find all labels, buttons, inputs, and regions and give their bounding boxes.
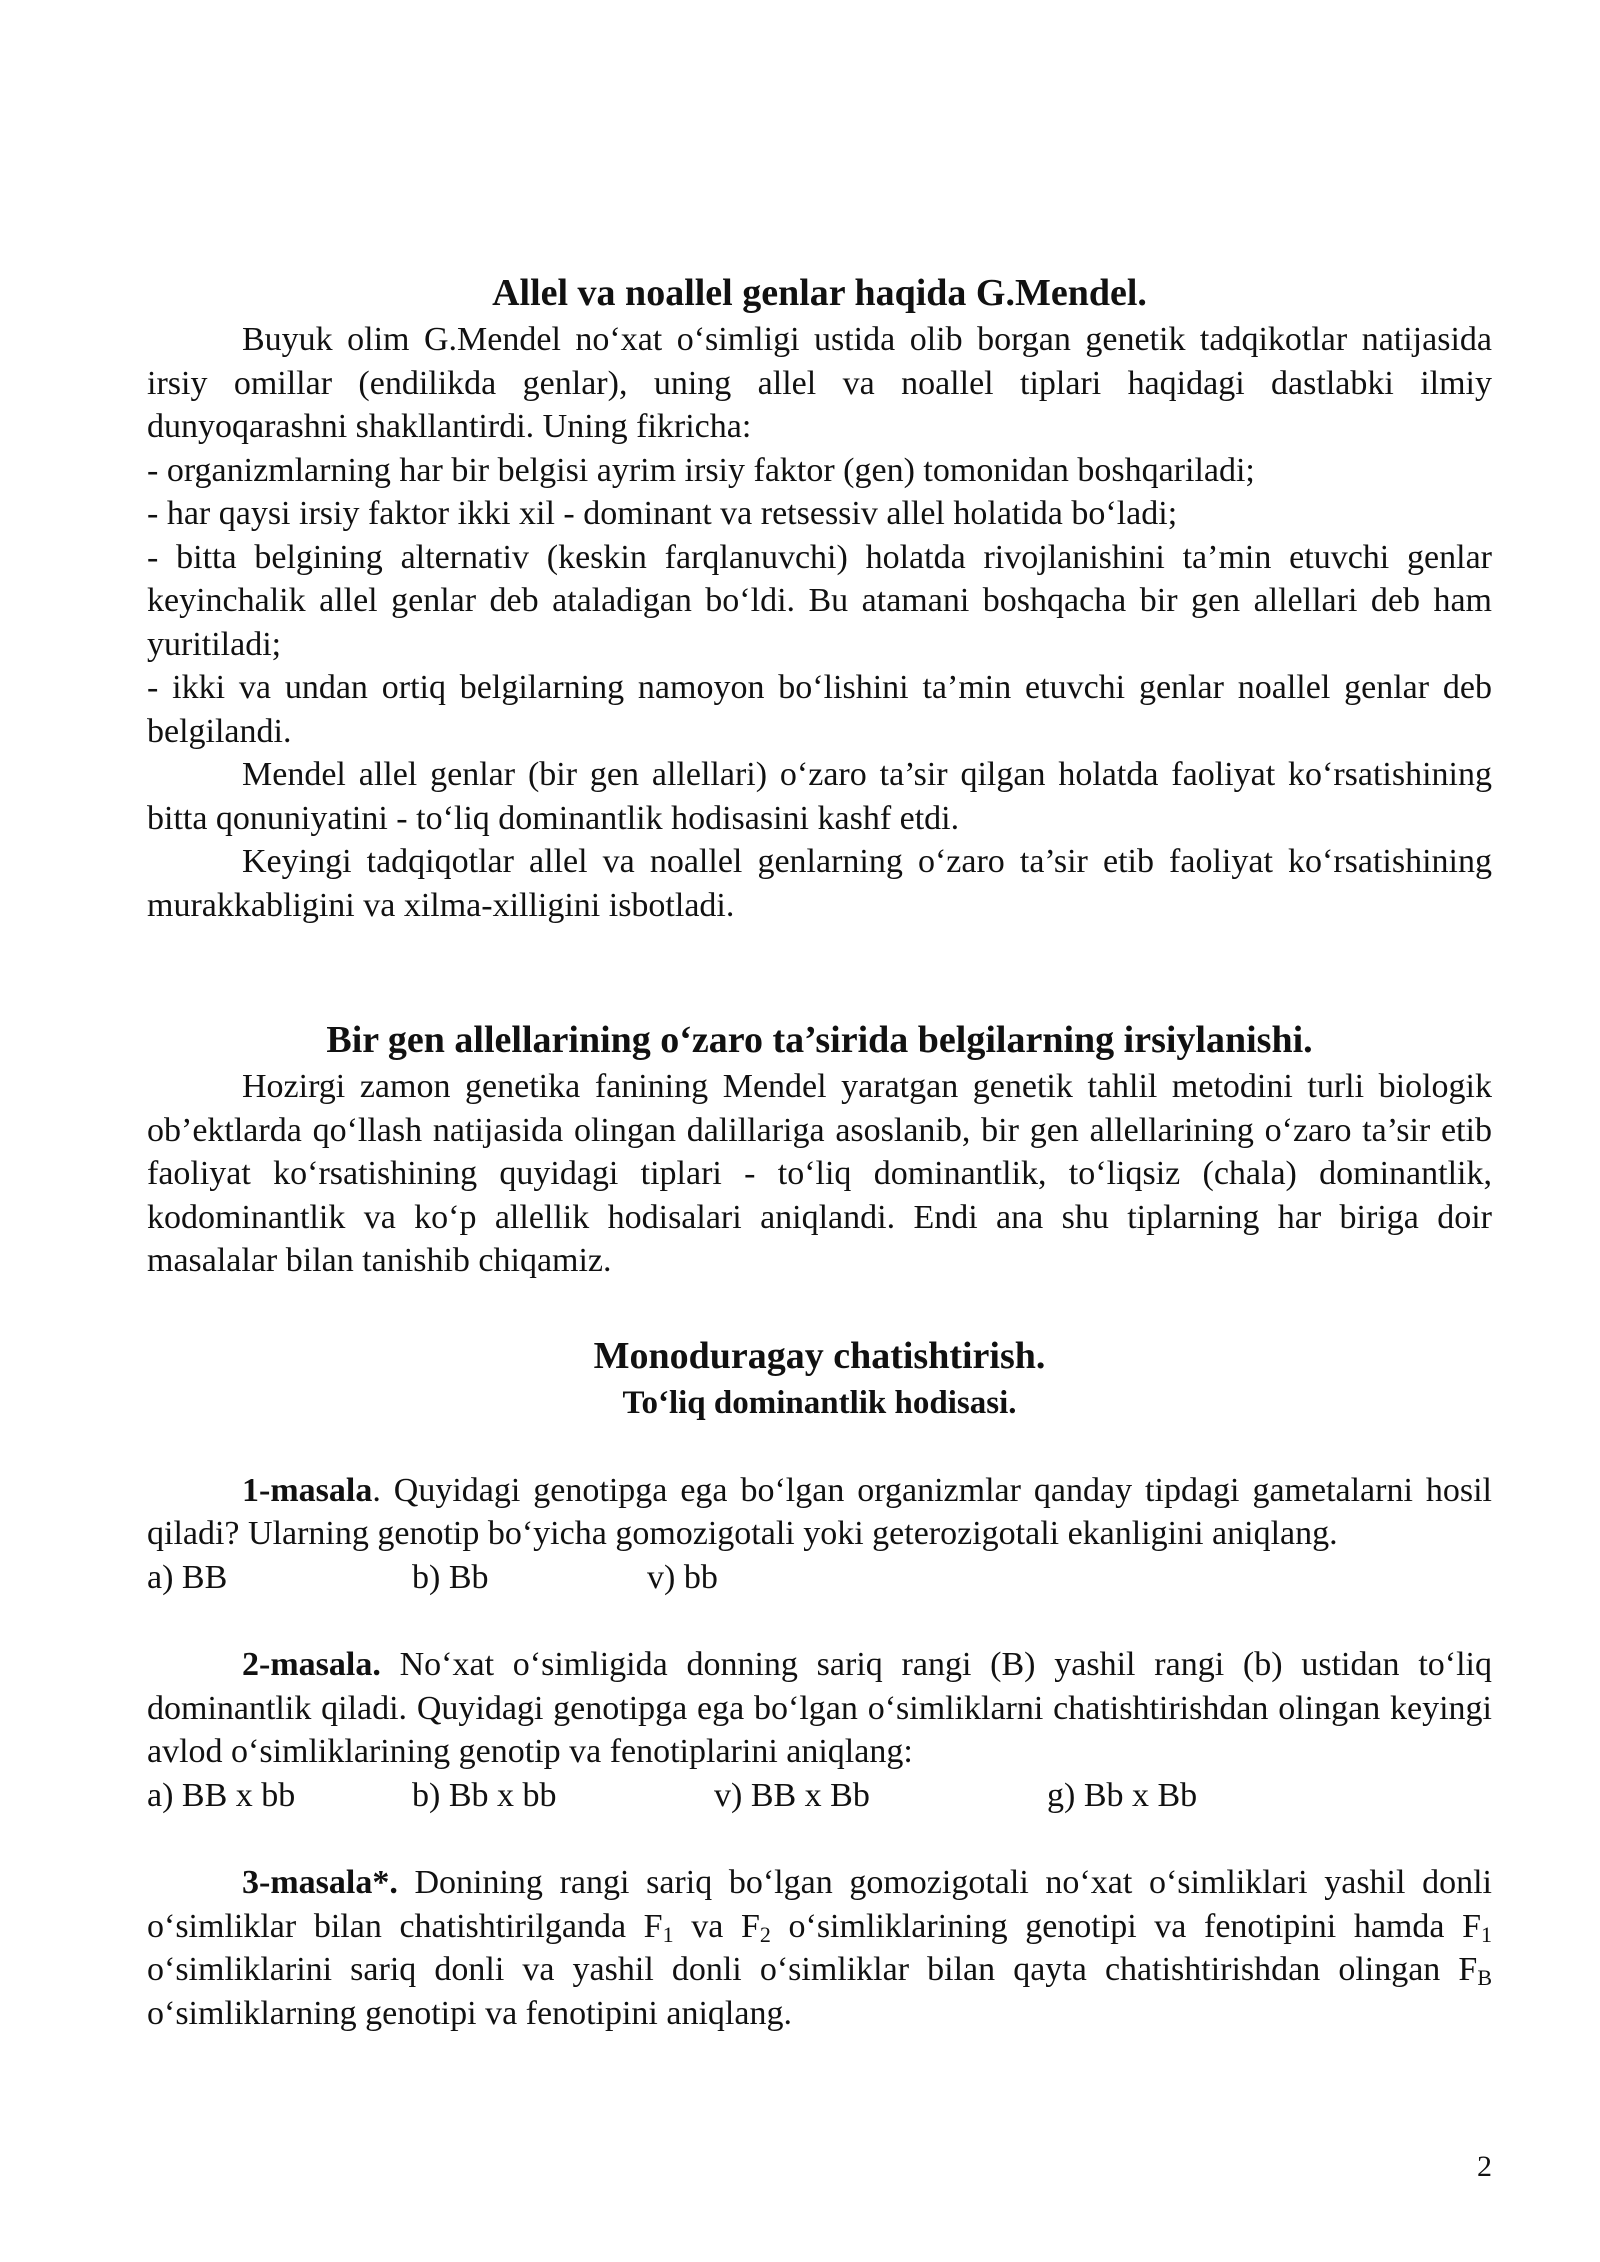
problem-1-text: . Quyidagi genotipga ega bo‘lgan organizmlar qanday tipdagi gametalarni hosil qiladi? Ularning genotip bo‘yicha gomozigotali yoki geterozigotali ekanligini aniqlang. <box>147 1471 1492 1552</box>
section-subtitle-dominance: To‘liq dominantlik hodisasi. <box>622 1384 1017 1421</box>
problem-3-text: o‘simliklarini sariq donli va yashil donli o‘simliklar bilan qayta chatishtirishdan olingan F <box>147 1951 1478 1988</box>
paragraph-genetics: Hozirgi zamon genetika fanining Mendel yaratgan genetik tahlil metodini turli biologik ob’ektlarda qo‘llash natijasida olingan dalillariga asoslanib, bir gen allellarining o‘zaro ta’sir etib faoliyat ko‘rsatishining quyidagi tiplari - to‘liq dominantlik, to‘liqsiz (chala) dominantlik, kodominantlik va ko‘p allellik hodisalari aniqlandi. Endi ana shu tiplarning har biriga doir masalalar bilan tanishib chiqamiz. <box>147 1068 1492 1279</box>
subscript: 1 <box>1481 1921 1492 1947</box>
list-item: - har qaysi irsiy faktor ikki xil - dominant va retsessiv allel holatida bo‘ladi; <box>147 495 1178 532</box>
subscript: B <box>1477 1965 1492 1990</box>
subscript: 2 <box>759 1921 771 1947</box>
problem-1-options <box>147 1556 1492 1600</box>
paragraph-research: Keyingi tadqiqotlar allel va noallel genlarning o‘zaro ta’sir etib faoliyat ko‘rsatishining murakkabligini va xilma-xilligini isbotladi. <box>147 843 1492 924</box>
option: v) BB x Bb <box>714 1776 870 1814</box>
section-title-monohybrid: Monoduragay chatishtirish. <box>593 1334 1046 1377</box>
problem-3 <box>147 1861 1492 2035</box>
option: g) Bb x Bb <box>1047 1776 1198 1814</box>
list-item: - organizmlarning har bir belgisi ayrim irsiy faktor (gen) tomonidan boshqariladi; <box>147 451 1255 489</box>
option: b) Bb x bb <box>412 1776 557 1814</box>
subscript: 1 <box>662 1921 674 1947</box>
paragraph-mendel: Mendel allel genlar (bir gen allellari) o‘zaro ta’sir qilgan holatda faoliyat ko‘rsatishining bitta qonuniyatini - to‘liq dominantlik hodisasini kashf etdi. <box>147 756 1492 837</box>
section-title-allel: Allel va noallel genlar haqida G.Mendel. <box>492 272 1147 314</box>
problem-1 <box>147 1469 1492 1556</box>
problem-3-text: o‘simliklarining genotipi va fenotipini hamda F <box>770 1907 1481 1945</box>
problem-3-text: Donining rangi sariq bo‘lgan gomozigotali no‘xat o‘simliklari yashil donli o‘simliklar bilan chatishtirilganda F <box>147 1864 1492 1945</box>
problem-3-text: o‘simliklarning genotipi va fenotipini aniqlang. <box>147 1994 792 2032</box>
problem-2-label: 2-masala. <box>242 1646 381 1683</box>
problem-2-options <box>147 1774 1492 1818</box>
problem-3-label: 3-masala*. <box>242 1864 398 1901</box>
page-number: 2 <box>1477 2150 1492 2183</box>
problem-2 <box>147 1643 1492 1774</box>
section-title-allel-interaction: Bir gen allellarining o‘zaro ta’sirida belgilarning irsiylanishi. <box>326 1019 1313 1061</box>
problem-1-label: 1-masala <box>242 1471 373 1509</box>
option: b) Bb <box>412 1558 489 1596</box>
problem-2-text: No‘xat o‘simligida donning sariq rangi (B) yashil rangi (b) ustidan to‘liq dominantlik qiladi. Quyidagi genotipga ega bo‘lgan o‘simliklarni chatishtirishdan olingan keyingi avlod o‘simliklarining genotip va fenotiplarini aniqlang: <box>147 1646 1492 1770</box>
document-page <box>147 268 1492 2035</box>
option: a) BB <box>147 1558 228 1596</box>
list-item: - bitta belgining alternativ (keskin farqlanuvchi) holatda rivojlanishini ta’min etuvchi genlar keyinchalik allel genlar deb ataladigan bo‘ldi. Bu atamani boshqacha bir gen allellari deb ham yuritiladi; <box>147 538 1492 663</box>
problem-3-text: va F <box>673 1907 760 1945</box>
option: a) BB x bb <box>147 1776 296 1814</box>
paragraph-intro: Buyuk olim G.Mendel no‘xat o‘simligi ustida olib borgan genetik tadqikotlar natijasida irsiy omillar (endilikda genlar), uning allel va noallel tiplari haqidagi dastlabki ilmiy dunyoqarashni shakllantirdi. Uning fikricha: <box>147 321 1492 445</box>
list-item: - ikki va undan ortiq belgilarning namoyon bo‘lishini ta’min etuvchi genlar noallel genlar deb belgilandi. <box>147 669 1492 750</box>
option: v) bb <box>647 1558 718 1596</box>
